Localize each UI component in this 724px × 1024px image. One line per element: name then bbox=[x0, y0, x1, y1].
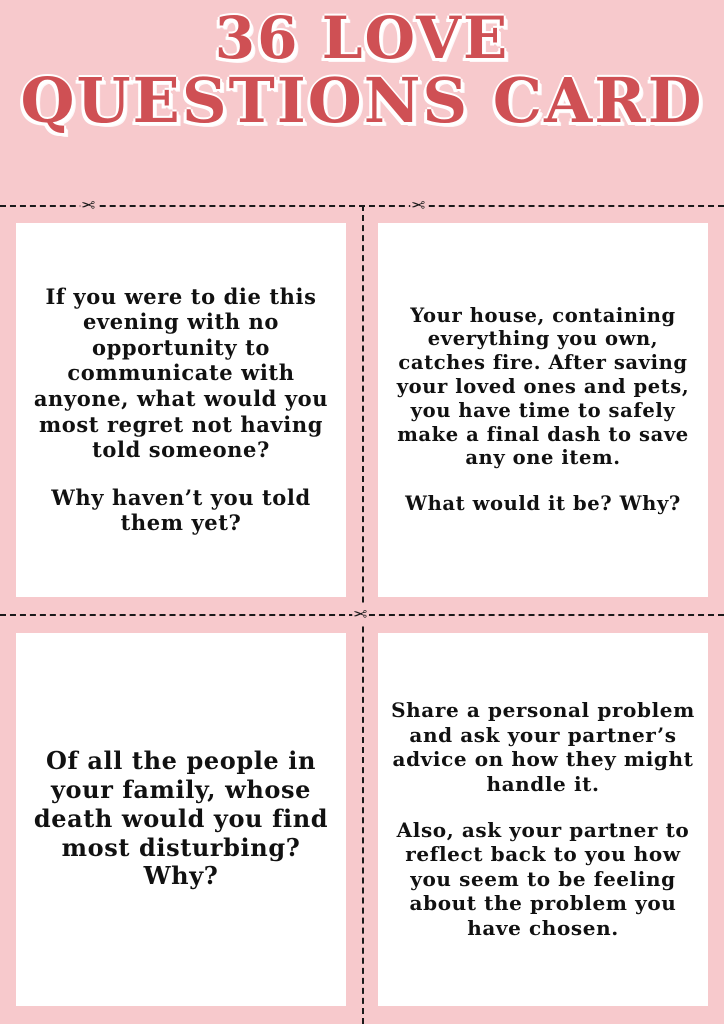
question-card-2[interactable] bbox=[378, 223, 708, 597]
card-2-paragraph-1: Your house, containing everything you own, catches fire. After saving your loved ones and pets, you have time to safely make a final dash to save any one item. bbox=[396, 303, 690, 470]
card-4-paragraph-2: Also, ask your partner to reflect back to you how you seem to be feeling about the problem you have chosen. bbox=[396, 818, 690, 940]
page-title bbox=[0, 4, 724, 137]
card-cell-4 bbox=[362, 615, 724, 1024]
card-cell-3 bbox=[0, 615, 362, 1024]
scissors-icon: ✂ bbox=[411, 196, 426, 215]
card-2-paragraph-2: What would it be? Why? bbox=[405, 492, 681, 516]
scissors-icon: ✂ bbox=[81, 196, 96, 215]
card-3-paragraph-1: Of all the people in your family, whose death would you find most disturbing? Why? bbox=[33, 746, 329, 891]
question-card-3[interactable] bbox=[16, 633, 346, 1007]
question-card-4[interactable] bbox=[378, 633, 708, 1007]
card-cell-2 bbox=[362, 205, 724, 615]
card-1-paragraph-1: If you were to die this evening with no opportunity to communicate with anyone, what would you most regret not having told someone? bbox=[33, 283, 329, 463]
scissors-icon: ✂ bbox=[353, 605, 368, 624]
card-4-paragraph-1: Share a personal problem and ask your partner’s advice on how they might handle it. bbox=[391, 698, 695, 796]
page-title-line-2: QUESTIONS CARD bbox=[20, 63, 704, 137]
card-cell-1 bbox=[0, 205, 362, 615]
question-card-1[interactable] bbox=[16, 223, 346, 597]
card-1-paragraph-2: Why haven’t you told them yet? bbox=[51, 484, 311, 536]
page-title-line-1: 36 LOVE bbox=[214, 4, 510, 72]
